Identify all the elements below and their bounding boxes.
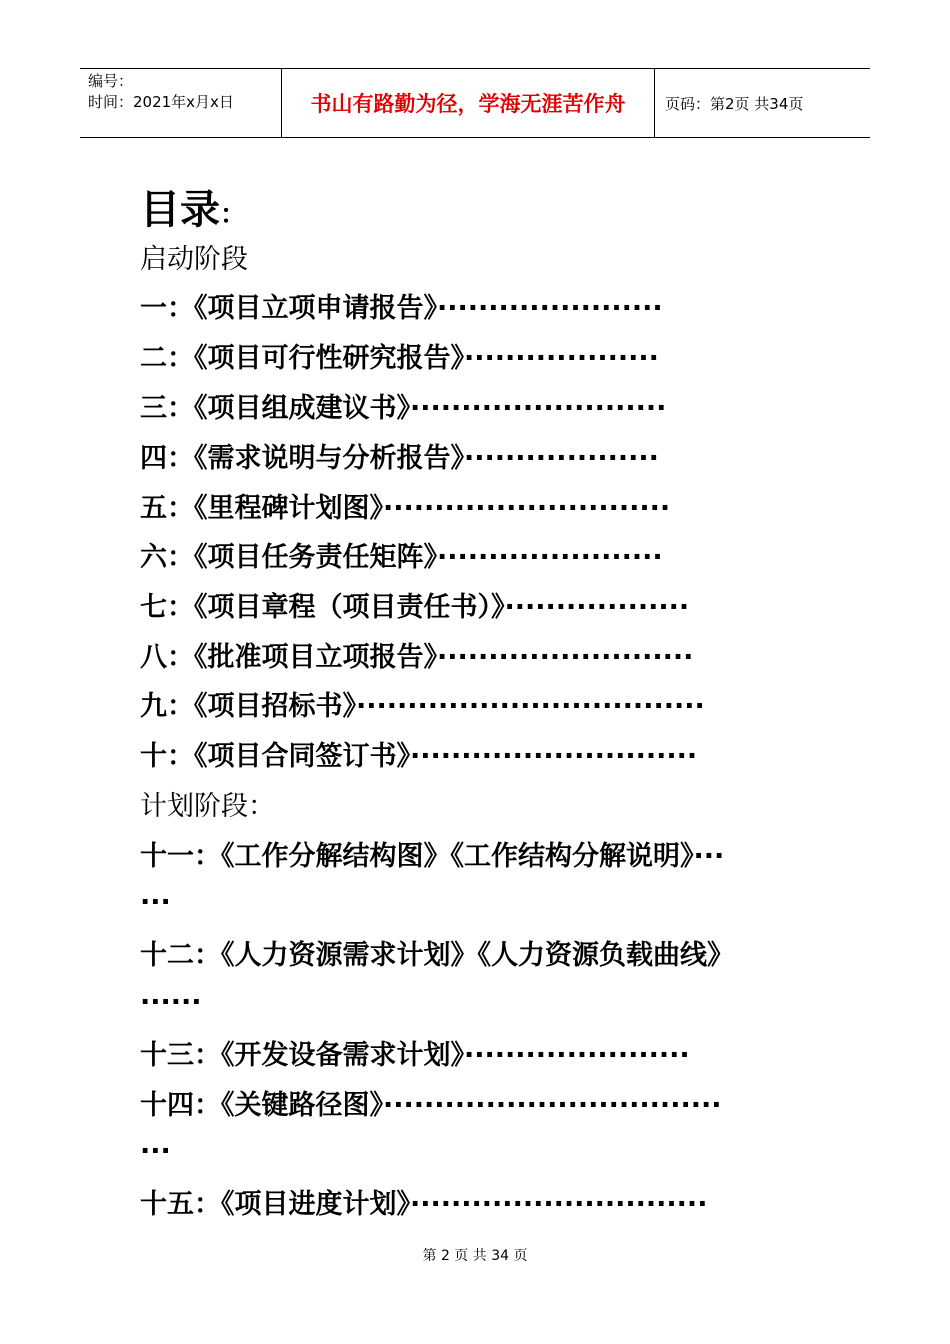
- toc-item[interactable]: 八：《批准项目立项报告》·························: [140, 642, 694, 673]
- header-date-label: 时间：2021年x月x日: [88, 93, 234, 111]
- toc-item[interactable]: 十四：《关键路径图》·································: [140, 1090, 722, 1121]
- page-header: [80, 68, 870, 138]
- toc-item[interactable]: 五：《里程碑计划图》····························: [140, 493, 671, 524]
- toc-item[interactable]: 十三：《开发设备需求计划》······················: [140, 1040, 690, 1071]
- toc-item[interactable]: 十：《项目合同签订书》····························: [140, 741, 698, 772]
- section-heading-plan: 计划阶段：: [140, 791, 275, 822]
- header-motto: 书山有路勤为径，学海无涯苦作舟: [282, 69, 655, 137]
- toc-item-continuation: ···: [140, 1136, 171, 1167]
- toc-item[interactable]: 三：《项目组成建议书》·························: [140, 393, 667, 424]
- page-footer: 第 2 页 共 34 页: [422, 1248, 528, 1264]
- header-page-info: 页码：第2页 共34页: [665, 94, 804, 113]
- toc-item-continuation: ······: [140, 987, 202, 1018]
- toc-item[interactable]: 十五：《项目进度计划》·····························: [140, 1189, 708, 1220]
- toc-item[interactable]: 一：《项目立项申请报告》······················: [140, 293, 663, 324]
- toc-title-text: 目录: [140, 187, 220, 233]
- toc-item[interactable]: 九：《项目招标书》··································: [140, 691, 705, 722]
- toc-item-continuation: ···: [140, 887, 171, 918]
- header-number-label: 编号：: [88, 72, 134, 90]
- toc-item[interactable]: 二：《项目可行性研究报告》···················: [140, 343, 659, 374]
- toc-item[interactable]: 七：《项目章程（项目责任书）》··················: [140, 592, 690, 623]
- toc-item[interactable]: 十一：《工作分解结构图》《工作结构分解说明》···: [140, 841, 725, 872]
- header-left-cell: [80, 69, 282, 137]
- toc-item[interactable]: 四：《需求说明与分析报告》···················: [140, 443, 659, 474]
- toc-title: [140, 186, 246, 239]
- toc-title-colon: ：: [220, 200, 247, 230]
- toc-item[interactable]: 十二：《人力资源需求计划》《人力资源负载曲线》: [140, 940, 734, 971]
- section-heading-start: 启动阶段: [140, 244, 248, 275]
- toc-item[interactable]: 六：《项目任务责任矩阵》······················: [140, 542, 663, 573]
